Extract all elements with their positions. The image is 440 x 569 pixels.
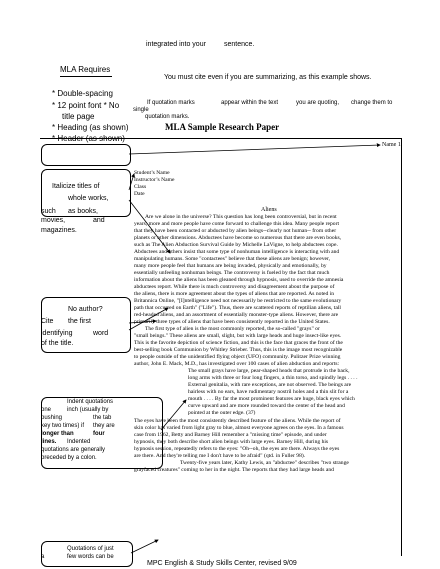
body-line: planets or other dimensions. Abductees have become so numerous that there are even books, <box>134 235 342 241</box>
italicize-line-6: and <box>93 217 105 224</box>
arrow-to-life <box>129 308 168 330</box>
indent-line-9: four <box>93 431 105 437</box>
body-line: information about the aliens has been gleaned through hypnosis, used to override the amnesia <box>134 277 344 283</box>
requirement-2: * 12 point font * No <box>52 101 120 110</box>
indent-line-1: Indent quotations <box>67 399 114 405</box>
body-line: Abductees and others insist that some type of nonhuman intelligence is interacting with and <box>134 249 340 255</box>
heading-date: Date <box>134 191 145 197</box>
body-line: path that occurred on Earth" ("Life"). Thus, there are scattered reports of reptilian aliens, tall <box>134 305 341 311</box>
body-line: The first type of alien is the most commonly reported, the so-called "grays" or <box>145 326 320 332</box>
footer-text: MPC English & Study Skills Center, revised 9/09 <box>147 560 297 567</box>
indent-line-2: one <box>41 407 52 413</box>
arrow-to-heading <box>129 174 134 190</box>
body-line: that they have been contacted or abducted by alien beings--clearly not human-- from other <box>134 228 337 234</box>
after-line: hypnosis session, repeatedly refers to the eyes: "Oh--oh, the eyes are there. Always the eyes <box>134 446 340 452</box>
no-author-line-1: No author? <box>68 306 103 313</box>
quotations-line-2: a <box>41 554 45 560</box>
body-line: best-selling book Communion by Whitley Strieber. Thus, this is the image most recognizable <box>134 347 343 353</box>
heading-class: Class <box>134 184 147 190</box>
indent-line-7: they are <box>93 423 115 429</box>
after-line: Twenty-five years later, Kathy Lewis, an "abductee" describes "two strange <box>180 460 349 466</box>
mla-requires-heading: MLA Requires <box>60 65 111 74</box>
quotations-line-1: Quotations of just <box>67 546 114 552</box>
after-line: are there. And they're telling me I don't have to be afraid" (qtd. in Fuller 98). <box>134 453 306 459</box>
no-author-line-6: of the title. <box>41 340 74 347</box>
body-line: "small beings." These aliens are small, slight, but with large heads and huge insect-like eyes. <box>134 333 342 339</box>
indent-line-8: longer than <box>41 431 74 437</box>
quote-note-e: single <box>133 107 149 113</box>
quote-note-b: appear within the text <box>221 100 279 106</box>
heading-student: Student’s Name <box>134 170 170 176</box>
subject-title: Aliens <box>261 207 277 213</box>
body-line: red-headed aliens, and an assortment of essentially monster-type aliens. However, there are <box>134 312 339 318</box>
requirement-1: * Double-spacing <box>52 89 113 98</box>
no-author-line-2: Cite <box>41 318 54 325</box>
after-line: case from 1962, Betty and Barney Hill remember a "missing time" episode, and under <box>134 432 327 438</box>
top-line-b: sentence. <box>224 41 255 48</box>
indent-line-3: inch (usually by <box>67 407 109 413</box>
arrow-to-header <box>129 145 380 154</box>
italicize-line-5: movies, <box>41 217 66 224</box>
quote-line: long arms with three or four long fingers, a thin torso, and spindly legs . . . . <box>188 375 358 381</box>
indent-line-12: quotations are generally <box>41 447 106 453</box>
quote-line: The small grays have large, pear-shaped heads that protrude in the back, <box>188 368 350 374</box>
quote-line: curve upward and are more rounded toward the center of the head and <box>188 403 345 409</box>
quote-line: mouth . . . . By far the most prominent features are huge, black eyes which <box>188 396 355 402</box>
indent-line-4: pushing <box>41 415 63 421</box>
body-line: manipulating humans. Some "contactees" believe that these aliens are benign; however, <box>134 256 331 262</box>
paper-header: Name 1 <box>382 142 401 148</box>
quotations-line-3: few words can be <box>67 554 114 560</box>
cite-note: You must cite even if you are summarizing, as this example shows. <box>164 74 372 81</box>
requirement-3: title page <box>62 112 95 121</box>
body-line: Are we alone in the universe? This question has long been controversial, but in recent <box>145 214 337 220</box>
quote-note-d: change them to <box>351 100 393 106</box>
arrow-to-italic-title <box>129 200 170 253</box>
body-line: years, more and more people have come forward to challenge this idea. Many people report <box>134 221 340 227</box>
body-line: author, John E. Mack, M.D., has investigated over 100 cases of alien abduction and reports: <box>134 361 340 367</box>
quote-note-a: If quotation marks <box>147 100 195 106</box>
after-line: skin color has varied from light gray to blue, almost everyone agrees on the eyes. In a famous <box>134 425 344 431</box>
no-author-line-5: word <box>93 330 109 337</box>
body-line: abductees report. While there is much controversy and disagreement about the purpose of <box>134 284 335 290</box>
italicize-line-4: as books, <box>68 208 98 215</box>
quote-line: hairless with no ears, have rudimentary nostril holes and a thin slit for a <box>188 389 349 395</box>
quote-line: External genitalia, with rare exceptions, are not observed. The beings are <box>188 382 352 388</box>
italicize-line-2: whole works, <box>68 195 109 202</box>
italicize-line-1: Italicize titles of <box>52 183 100 190</box>
after-line: hypnosis, they both describe short alien beings with large eyes. Barney Hill, during his <box>134 439 329 445</box>
top-line-a: integrated into your <box>146 41 206 48</box>
no-author-line-3: the first <box>68 318 91 325</box>
quote-note-f: quotation marks. <box>145 114 190 120</box>
body-line: Britannica Online, "[I]ntelligence need not necessarily be restricted to the same evolutionary <box>134 298 342 304</box>
after-line: The eyes have been the most consistently described feature of the aliens. While the report of <box>134 418 341 424</box>
indent-line-11: Indented <box>67 439 91 445</box>
arrow-to-block-quote <box>161 400 186 430</box>
body-line: This is the favorite depiction of science fiction, and this is the face that graces the front of the <box>134 340 343 346</box>
indent-line-6: key two times) if <box>41 423 85 429</box>
arrow-to-short-quote <box>131 540 158 553</box>
indent-line-5: the tab <box>93 415 112 421</box>
indent-line-13: preceded by a colon. <box>41 455 97 461</box>
heading-instructor: Instructor’s Name <box>134 177 175 183</box>
body-line: many more people feel that humans are being invaded, physically and emotionally, by <box>134 263 327 269</box>
body-line: primarily three types of aliens that have been consistently reported in the United States. <box>134 319 330 325</box>
italicize-line-7: magazines. <box>41 227 77 234</box>
body-line: the aliens, there is more agreement about the types of aliens that are reported. As noted in <box>134 291 335 297</box>
quote-line: pointed at the outer edge. (37) <box>188 410 256 416</box>
indent-line-10: lines. <box>41 439 57 445</box>
after-line: grayfaced creatures" coming to her in the night. The reports that they had large heads and <box>134 467 334 473</box>
body-line: to people outside of the unidentified flying object (UFO) community. Pulitzer Prize winning <box>134 354 341 360</box>
body-line: such as The Alien Abduction Survival Guide by Michelle LaVigne, to help abductees cope. <box>134 242 338 248</box>
body-line: essentially unfeeling nonhuman beings. The controversy is fueled by the fact that much <box>134 270 330 276</box>
no-author-line-4: identifying <box>41 330 73 337</box>
paper-title: MLA Sample Research Paper <box>165 122 280 132</box>
quote-note-c: you are quoting, <box>296 100 340 106</box>
requirement-4: * Heading (as shown) <box>52 123 129 132</box>
italicize-line-3: such <box>41 208 56 215</box>
